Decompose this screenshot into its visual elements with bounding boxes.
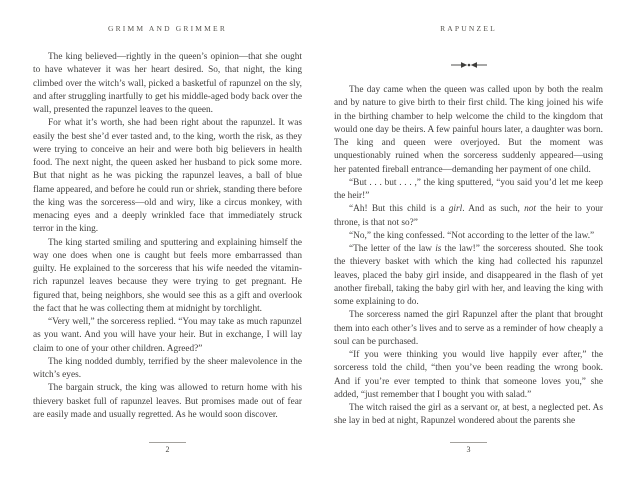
right-page-body xyxy=(334,84,603,429)
paragraph: The sorceress named the girl Rapunzel after the plant that brought them into each other’s lives and to serve as a reminder of how cheaply a soul can be purchased. xyxy=(334,310,603,347)
page-number: 3 xyxy=(466,445,471,454)
paragraph: “Very well,” the sorceress replied. “You may take as much rapunzel as you want. And you will have your heir. But in exchange, I will lay claim to one of your other children. Agreed?” xyxy=(33,317,302,354)
section-divider xyxy=(334,61,603,69)
paragraph: “Ah! But this child is a girl. And as such, not the heir to your throne, is that not so?” xyxy=(334,204,604,228)
arrow-dot-divider-icon xyxy=(451,61,487,69)
paragraph: The witch raised the girl as a servant or, at best, a neglected pet. As she lay in bed at night, Rapunzel wondered about the parents she xyxy=(334,403,603,427)
left-page-folio xyxy=(33,442,302,455)
folio-rule xyxy=(450,442,487,443)
paragraph: “The letter of the law is the law!” the sorceress shouted. She took the thievery basket with which the king had collected his rapunzel leaves, placed the baby girl inside, and disappeared in the flash of yet another fireball, taking the baby girl with her, and leaving the king with some explaining to do. xyxy=(334,244,603,307)
right-page-folio xyxy=(334,442,603,455)
paragraph: The bargain struck, the king was allowed to return home with his thievery basket full of rapunzel leaves. But promises made out of fear are easily made and usually regretted. As he would soon discover. xyxy=(33,383,302,420)
paragraph: The king nodded dumbly, terrified by the sheer malevolence in the witch’s eyes. xyxy=(33,356,302,380)
right-page xyxy=(334,0,603,483)
running-head-left: GRIMM AND GRIMMER xyxy=(107,24,228,33)
paragraph: “If you were thinking you would live happily ever after,” the sorceress told the child, “then you’ve been reading the wrong book. And if you’re ever tempted to think that someone loves you,” she added, “just remember that I bought you with salad.” xyxy=(334,350,603,400)
paragraph: “But . . . but . . . ,” the king sputtered, “you said you’d let me keep the heir!” xyxy=(334,177,603,201)
left-page-body xyxy=(33,51,302,422)
left-page xyxy=(33,0,302,483)
paragraph: “No,” the king confessed. “Not according to the letter of the law.” xyxy=(349,230,595,241)
paragraph: The king started smiling and sputtering and explaining himself the way one does when one is caught but feels more embarrassed than guilty. He explained to the sorceress that his wife needed the vitamin-rich rapunzel leaves because they were trying to get pregnant. He figured that, being neighbors, she would see this as a gift and overlook the fact that he was collecting them at midnight by torchlight. xyxy=(33,237,302,314)
folio-rule xyxy=(149,442,186,443)
paragraph: For what it’s worth, she had been right about the rapunzel. It was easily the best she’d ever tasted and, to the king, worth the risk, as they were trying to conceive an heir and were both big believers in health food. The next night, the queen asked her husband to pick some more. But that night as he was picking the rapunzel leaves, a ball of blue flame appeared, and before he could run or shriek, standing there before the king was the sorceress—old and wiry, like a circus monkey, with menacing eyes and a deeply wrinkled face that immediately struck terror in the king. xyxy=(33,118,302,235)
paragraph: The day came when the queen was called upon by both the realm and by nature to give birth to their first child. The king joined his wife in the birthing chamber to help welcome the child to the kingdom that would one day be theirs. A few painful hours later, a daughter was born. The king and queen were overjoyed. But the moment was unquestionably ruined when the sorceress suddenly appeared—using her patented fireball entrance—demanding her payment of one child. xyxy=(334,85,603,175)
paragraph: The king believed—rightly in the queen’s opinion—that she ought to have whatever it was her heart desired. So, that night, the king climbed over the witch’s wall, picked a basketful of rapunzel on the sly, and after struggling inartfully to get his middle-aged body back over the wall, presented the rapunzel leaves to the queen. xyxy=(33,52,302,115)
page-number: 2 xyxy=(165,445,170,454)
running-head-right: RAPUNZEL xyxy=(440,24,497,33)
